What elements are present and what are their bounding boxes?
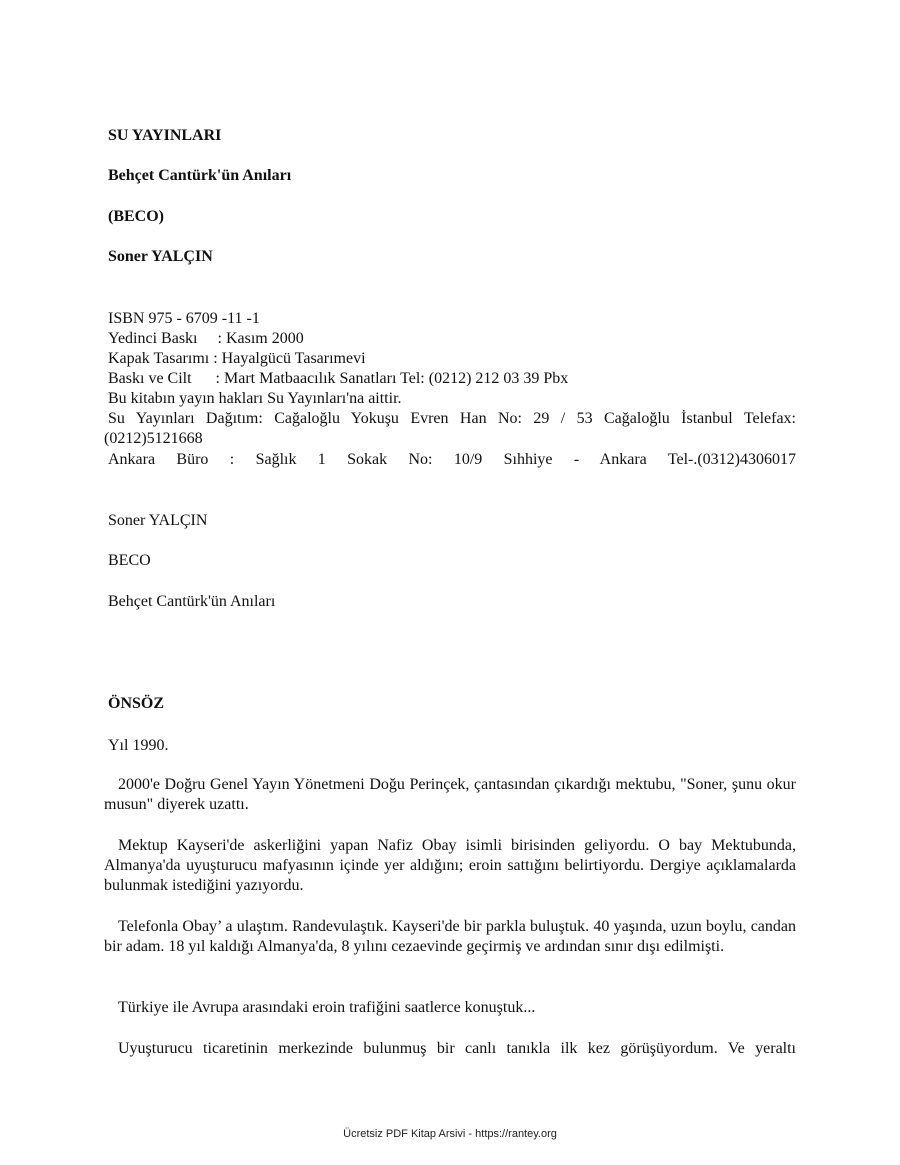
preface-paragraph: 2000'e Doğru Genel Yayın Yönetmeni Doğu Perinçek, çantasından çıkardığı mektubu, "Soner, şunu okur musun" diyerek uzattı. [104,776,796,813]
page-footer: Ücretsiz PDF Kitap Arsivi - https://rantey.org [343,1128,557,1140]
rights-line: Bu kitabın yayın hakları Su Yayınları'na aittir. [108,390,402,407]
preface-year: Yıl 1990. [108,737,169,754]
print-line: Baskı ve Cilt : Mart Matbaacılık Sanatları Tel: (0212) 212 03 39 Pbx [108,370,569,387]
preface-paragraph: Telefonla Obay’ a ulaştım. Randevulaştık. Kayseri'de bir parkla buluştuk. 40 yaşında, uzun boylu, candan bir adam. 18 yıl kaldığı Almanya'da, 8 yılını cezaevinde geçirmiş ve ardından sınır dışı edilmişti. [104,918,796,955]
edition-line: Yedinci Baskı : Kasım 2000 [108,330,304,347]
preface-paragraph: Türkiye ile Avrupa arasındaki eroin trafiğini saatlerce konuştuk... [118,999,536,1016]
preface-heading: ÖNSÖZ [108,695,165,712]
repeat-author: Soner YALÇIN [108,512,208,529]
distribution-line: Su Yayınları Dağıtım: Cağaloğlu Yokuşu Evren Han No: 29 / 53 Cağaloğlu İstanbul Telefax: (0212)5121668 [104,410,796,447]
book-author: Soner YALÇIN [108,248,213,265]
publisher-name: SU YAYINLARI [108,127,222,144]
book-short-title: (BECO) [108,208,164,225]
isbn-line: ISBN 975 - 6709 -11 -1 [108,310,260,327]
preface-paragraph: Mektup Kayseri'de askerliğini yapan Nafiz Obay isimli birisinden geliyordu. O bay Mektubunda, Almanya'da uyuşturucu mafyasının içinde yer aldığını; eroin sattığını belirtiyordu. Dergiye açıklamalarda bulunmak istediğini yazıyordu. [104,837,796,894]
cover-design-line: Kapak Tasarımı : Hayalgücü Tasarımevi [108,350,366,367]
book-title: Behçet Cantürk'ün Anıları [108,167,292,184]
repeat-short-title: BECO [108,552,151,569]
ankara-office-line: Ankara Büro : Sağlık 1 Sokak No: 10/9 Sıhhiye - Ankara Tel-.(0312)4306017 [108,451,796,468]
preface-paragraph: Uyuşturucu ticaretinin merkezinde bulunmuş bir canlı tanıkla ilk kez görüşüyordum. Ve yeraltı [118,1040,796,1057]
repeat-title: Behçet Cantürk'ün Anıları [108,593,276,610]
